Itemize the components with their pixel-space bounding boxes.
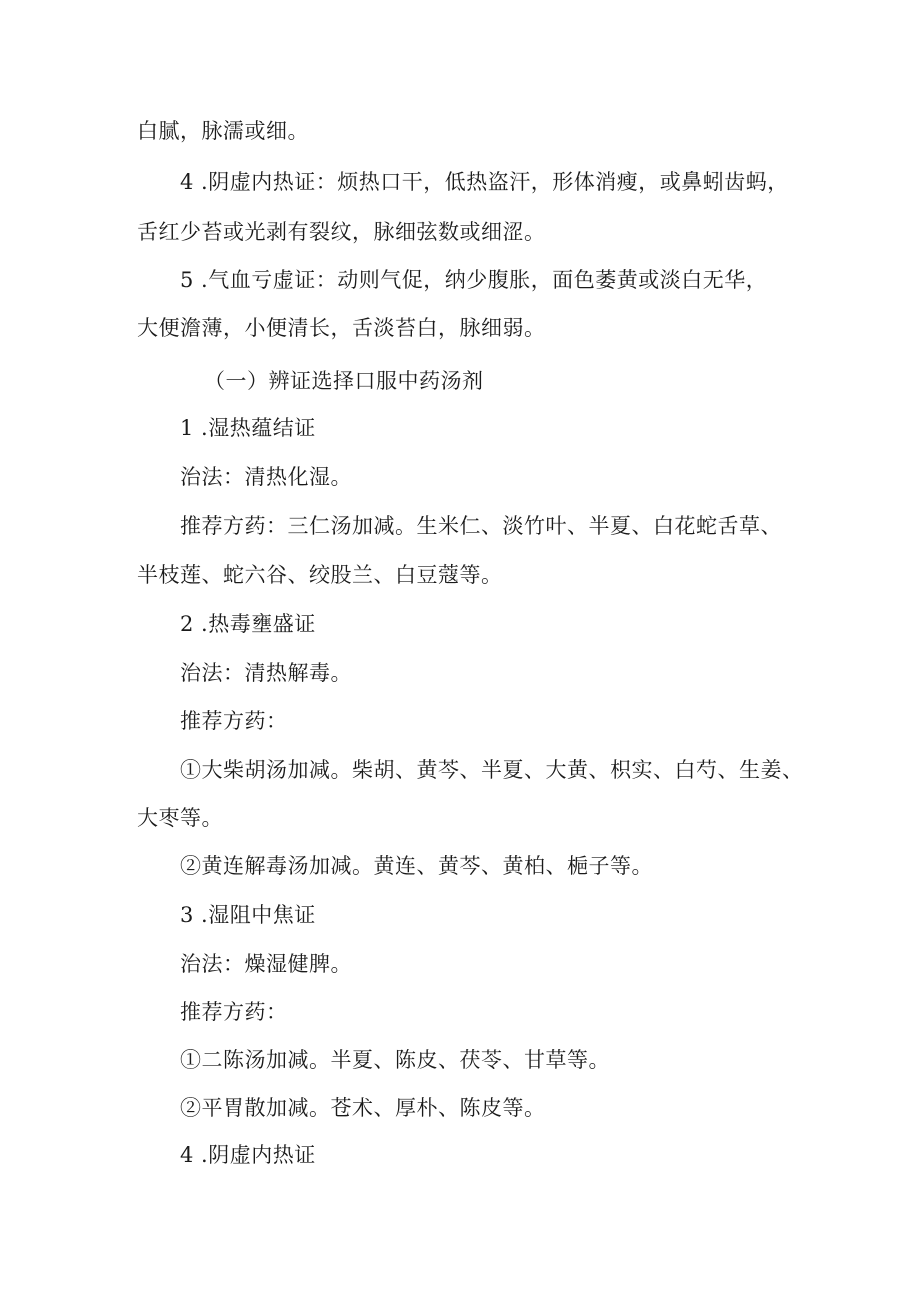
paragraph-line: ①二陈汤加减。半夏、陈皮、茯苓、甘草等。	[180, 1048, 610, 1072]
paragraph-line: 4 .阴虚内热证：烦热口干，低热盗汗，形体消瘦，或鼻蚓齿蚂，	[180, 170, 789, 194]
paragraph-line: ①大柴胡汤加减。柴胡、黄芩、半夏、大黄、枳实、白芍、生姜、	[180, 758, 804, 782]
paragraph-line: ②平胃散加减。苍术、厚朴、陈皮等。	[180, 1096, 546, 1120]
subsection-heading: 1 .湿热蕴结证	[180, 416, 316, 440]
paragraph-line: 舌红少苔或光剥有裂纹，脉细弦数或细涩。	[137, 220, 546, 244]
section-heading: （一）辨证选择口服中药汤剂	[204, 369, 484, 393]
paragraph-line: ②黄连解毒汤加减。黄连、黄芩、黄柏、梔子等。	[180, 854, 653, 878]
paragraph-line: 推荐方药：三仁汤加减。生米仁、淡竹叶、半夏、白花蛇舌草、	[180, 514, 782, 538]
paragraph-line: 推荐方药：	[180, 709, 288, 733]
subsection-heading: 4 .阴虚内热证	[180, 1143, 316, 1167]
paragraph-line: 治法：清热解毒。	[180, 661, 352, 685]
subsection-heading: 3 .湿阻中焦证	[180, 903, 316, 927]
paragraph-line: 5 .气血亏虚证：动则气促，纳少腹胀，面色萎黄或淡白无华，	[180, 268, 768, 292]
paragraph-line: 大枣等。	[137, 806, 223, 830]
subsection-heading: 2 .热毒壅盛证	[180, 612, 316, 636]
paragraph-line: 大便澹薄，小便清长，舌淡苔白，脉细弱。	[137, 316, 546, 340]
paragraph-line: 白腻，脉濡或细。	[137, 119, 309, 143]
paragraph-line: 治法：燥湿健脾。	[180, 952, 352, 976]
paragraph-line: 治法：清热化湿。	[180, 465, 352, 489]
paragraph-line: 半枝莲、蛇六谷、绞股兰、白豆蔻等。	[137, 563, 503, 587]
paragraph-line: 推荐方药：	[180, 1000, 288, 1024]
